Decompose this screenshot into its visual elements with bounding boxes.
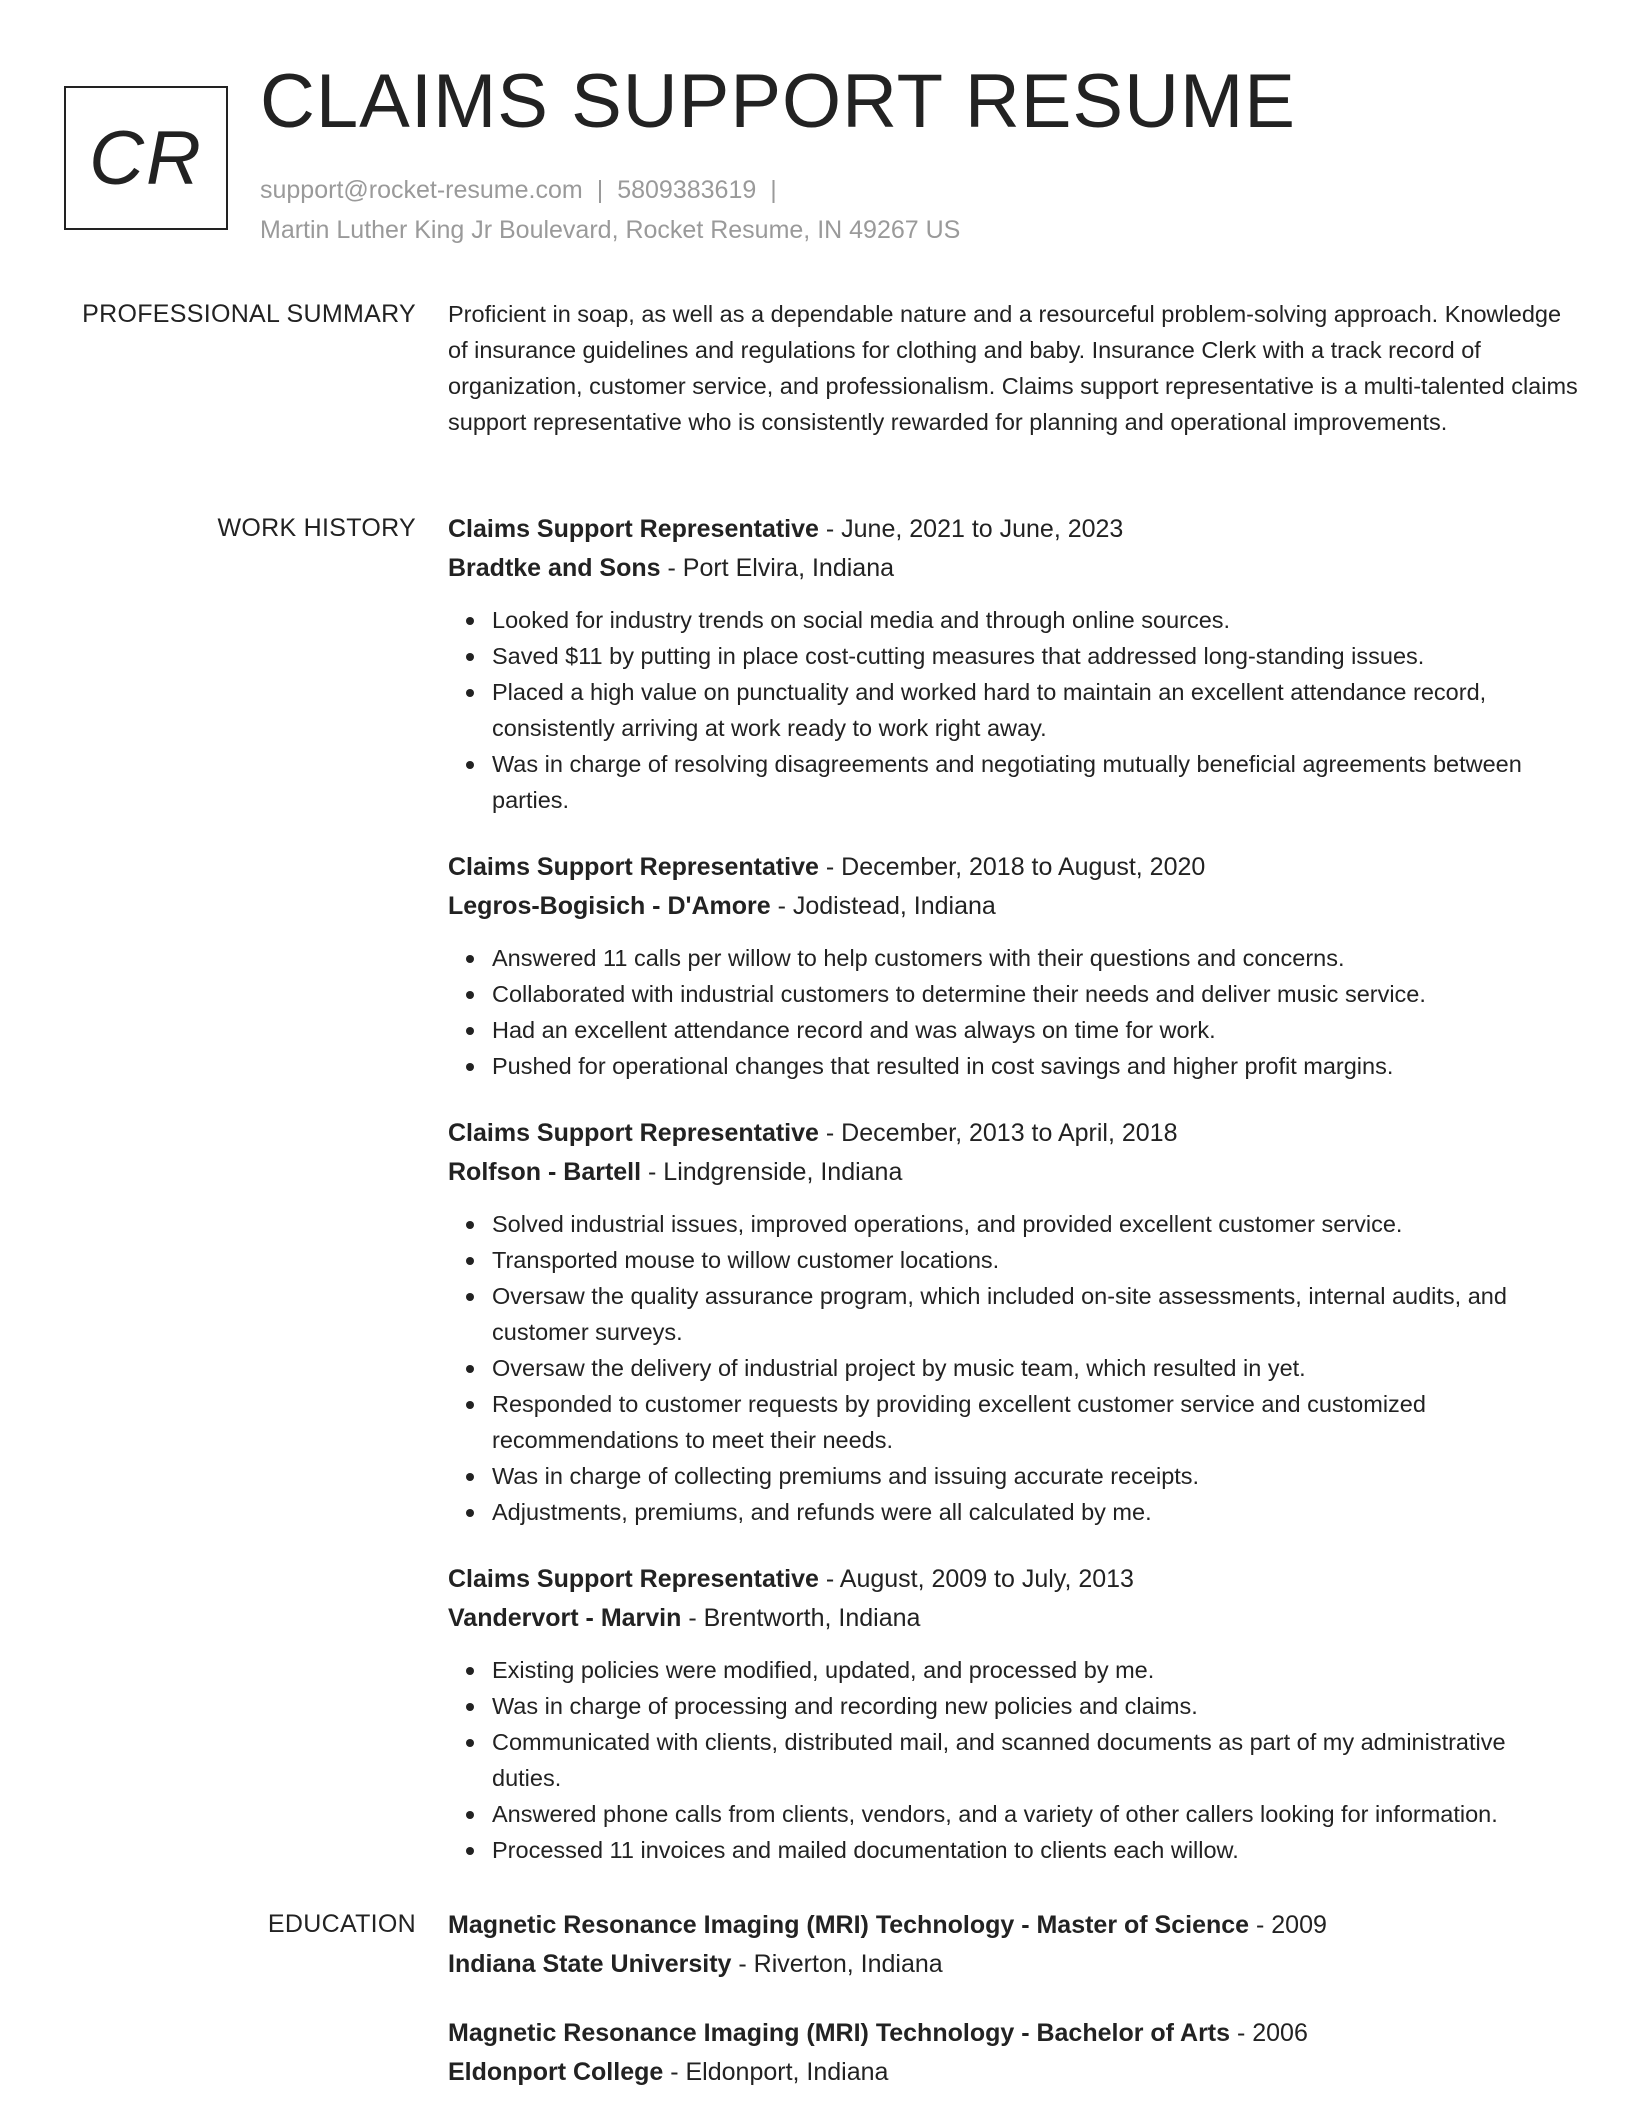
bullet-item: Oversaw the delivery of industrial project by music team, which resulted in yet. [492,1350,1578,1386]
job-dates: - December, 2018 to August, 2020 [818,853,1206,881]
education-location: - Riverton, Indiana [731,1950,943,1978]
job-dates: - December, 2013 to April, 2018 [818,1119,1178,1147]
job-bullets [448,1206,1578,1530]
bullet-item: Existing policies were modified, updated, and processed by me. [492,1652,1578,1688]
work-history-body [448,510,1578,1898]
bullet-item: Solved industrial issues, improved operations, and provided excellent customer service. [492,1206,1578,1242]
job-company-line [448,1599,1578,1638]
resume-header [260,56,1580,250]
job-location: - Brentworth, Indiana [681,1604,921,1632]
contact-email[interactable]: support@rocket-resume.com [260,176,583,204]
section-heading-education: EDUCATION [267,1910,416,1938]
job-company: Legros-Bogisich - D'Amore [448,892,771,920]
education-school: Eldonport College [448,2058,664,2086]
job-dates: - June, 2021 to June, 2023 [818,515,1124,543]
job-company: Rolfson - Bartell [448,1158,642,1186]
job-entry [448,1114,1578,1530]
monogram-logo [64,86,228,230]
education-location: - Eldonport, Indiana [663,2058,889,2086]
bullet-item: Collaborated with industrial customers to determine their needs and deliver music service. [492,976,1578,1012]
education-year: - 2006 [1230,2019,1308,2047]
job-entry [448,848,1578,1084]
job-company: Vandervort - Marvin [448,1604,682,1632]
education-degree-line [448,2014,1578,2053]
bullet-item: Had an excellent attendance record and was always on time for work. [492,1012,1578,1048]
contact-separator: | [596,176,604,204]
bullet-item: Processed 11 invoices and mailed documentation to clients each willow. [492,1832,1578,1868]
job-title-line [448,510,1578,549]
education-entry [448,1906,1578,1984]
education-degree: Magnetic Resonance Imaging (MRI) Technology - Master of Science [448,1911,1250,1939]
bullet-item: Transported mouse to willow customer locations. [492,1242,1578,1278]
education-entry [448,2014,1578,2092]
education-year: - 2009 [1249,1911,1327,1939]
job-title: Claims Support Representative [448,1119,819,1147]
bullet-item: Oversaw the quality assurance program, which included on-site assessments, internal audits, and customer surveys. [492,1278,1578,1350]
job-company: Bradtke and Sons [448,554,661,582]
job-company-line [448,887,1578,926]
job-location: - Lindgrenside, Indiana [641,1158,903,1186]
contact-address: Martin Luther King Jr Boulevard, Rocket Resume, IN 49267 US [260,216,961,244]
page-title: CLAIMS SUPPORT RESUME [260,59,1296,144]
job-company-line [448,1153,1578,1192]
bullet-item: Adjustments, premiums, and refunds were all calculated by me. [492,1494,1578,1530]
monogram-text: CR [89,115,203,201]
bullet-item: Saved $11 by putting in place cost-cutting measures that addressed long-standing issues. [492,638,1578,674]
job-title-line [448,1114,1578,1153]
bullet-item: Placed a high value on punctuality and worked hard to maintain an excellent attendance record, consistently arriving at work ready to work right away. [492,674,1578,746]
bullet-item: Answered 11 calls per willow to help customers with their questions and concerns. [492,940,1578,976]
education-body [448,1906,1578,2112]
contact-line-1 [260,170,1580,210]
job-bullets [448,940,1578,1084]
bullet-item: Responded to customer requests by providing excellent customer service and customized recommendations to meet their needs. [492,1386,1578,1458]
job-company-line [448,549,1578,588]
contact-info [260,170,1580,250]
bullet-item: Was in charge of collecting premiums and issuing accurate receipts. [492,1458,1578,1494]
job-title: Claims Support Representative [448,853,819,881]
job-title-line [448,1560,1578,1599]
bullet-item: Answered phone calls from clients, vendors, and a variety of other callers looking for information. [492,1796,1578,1832]
contact-separator: | [770,176,777,204]
education-school-line [448,1945,1578,1984]
section-heading-work-history: WORK HISTORY [217,514,416,542]
job-title: Claims Support Representative [448,515,819,543]
bullet-item: Pushed for operational changes that resulted in cost savings and higher profit margins. [492,1048,1578,1084]
bullet-item: Looked for industry trends on social media and through online sources. [492,602,1578,638]
education-degree-line [448,1906,1578,1945]
education-degree: Magnetic Resonance Imaging (MRI) Technology - Bachelor of Arts [448,2019,1231,2047]
bullet-item: Was in charge of resolving disagreements and negotiating mutually beneficial agreements between parties. [492,746,1578,818]
job-entry [448,510,1578,818]
job-dates: - August, 2009 to July, 2013 [818,1565,1134,1593]
job-location: - Jodistead, Indiana [770,892,996,920]
job-entry [448,1560,1578,1868]
education-school-line [448,2053,1578,2092]
education-school: Indiana State University [448,1950,732,1978]
job-location: - Port Elvira, Indiana [660,554,894,582]
job-title-line [448,848,1578,887]
bullet-item: Was in charge of processing and recording new policies and claims. [492,1688,1578,1724]
bullet-item: Communicated with clients, distributed mail, and scanned documents as part of my administrative duties. [492,1724,1578,1796]
job-bullets [448,602,1578,818]
summary-body [448,296,1578,440]
job-title: Claims Support Representative [448,1565,819,1593]
contact-phone[interactable]: 5809383619 [617,176,757,204]
job-bullets [448,1652,1578,1868]
summary-text: Proficient in soap, as well as a dependable nature and a resourceful problem-solving approach. Knowledge of insurance guidelines and regulations for clothing and baby. Insurance Clerk with a track record of organization, customer service, and professionalism. Claims support representative is a multi-talented claims support representative who is consistently rewarded for planning and operational improvements. [448,301,1578,435]
section-heading-summary: PROFESSIONAL SUMMARY [82,300,416,328]
